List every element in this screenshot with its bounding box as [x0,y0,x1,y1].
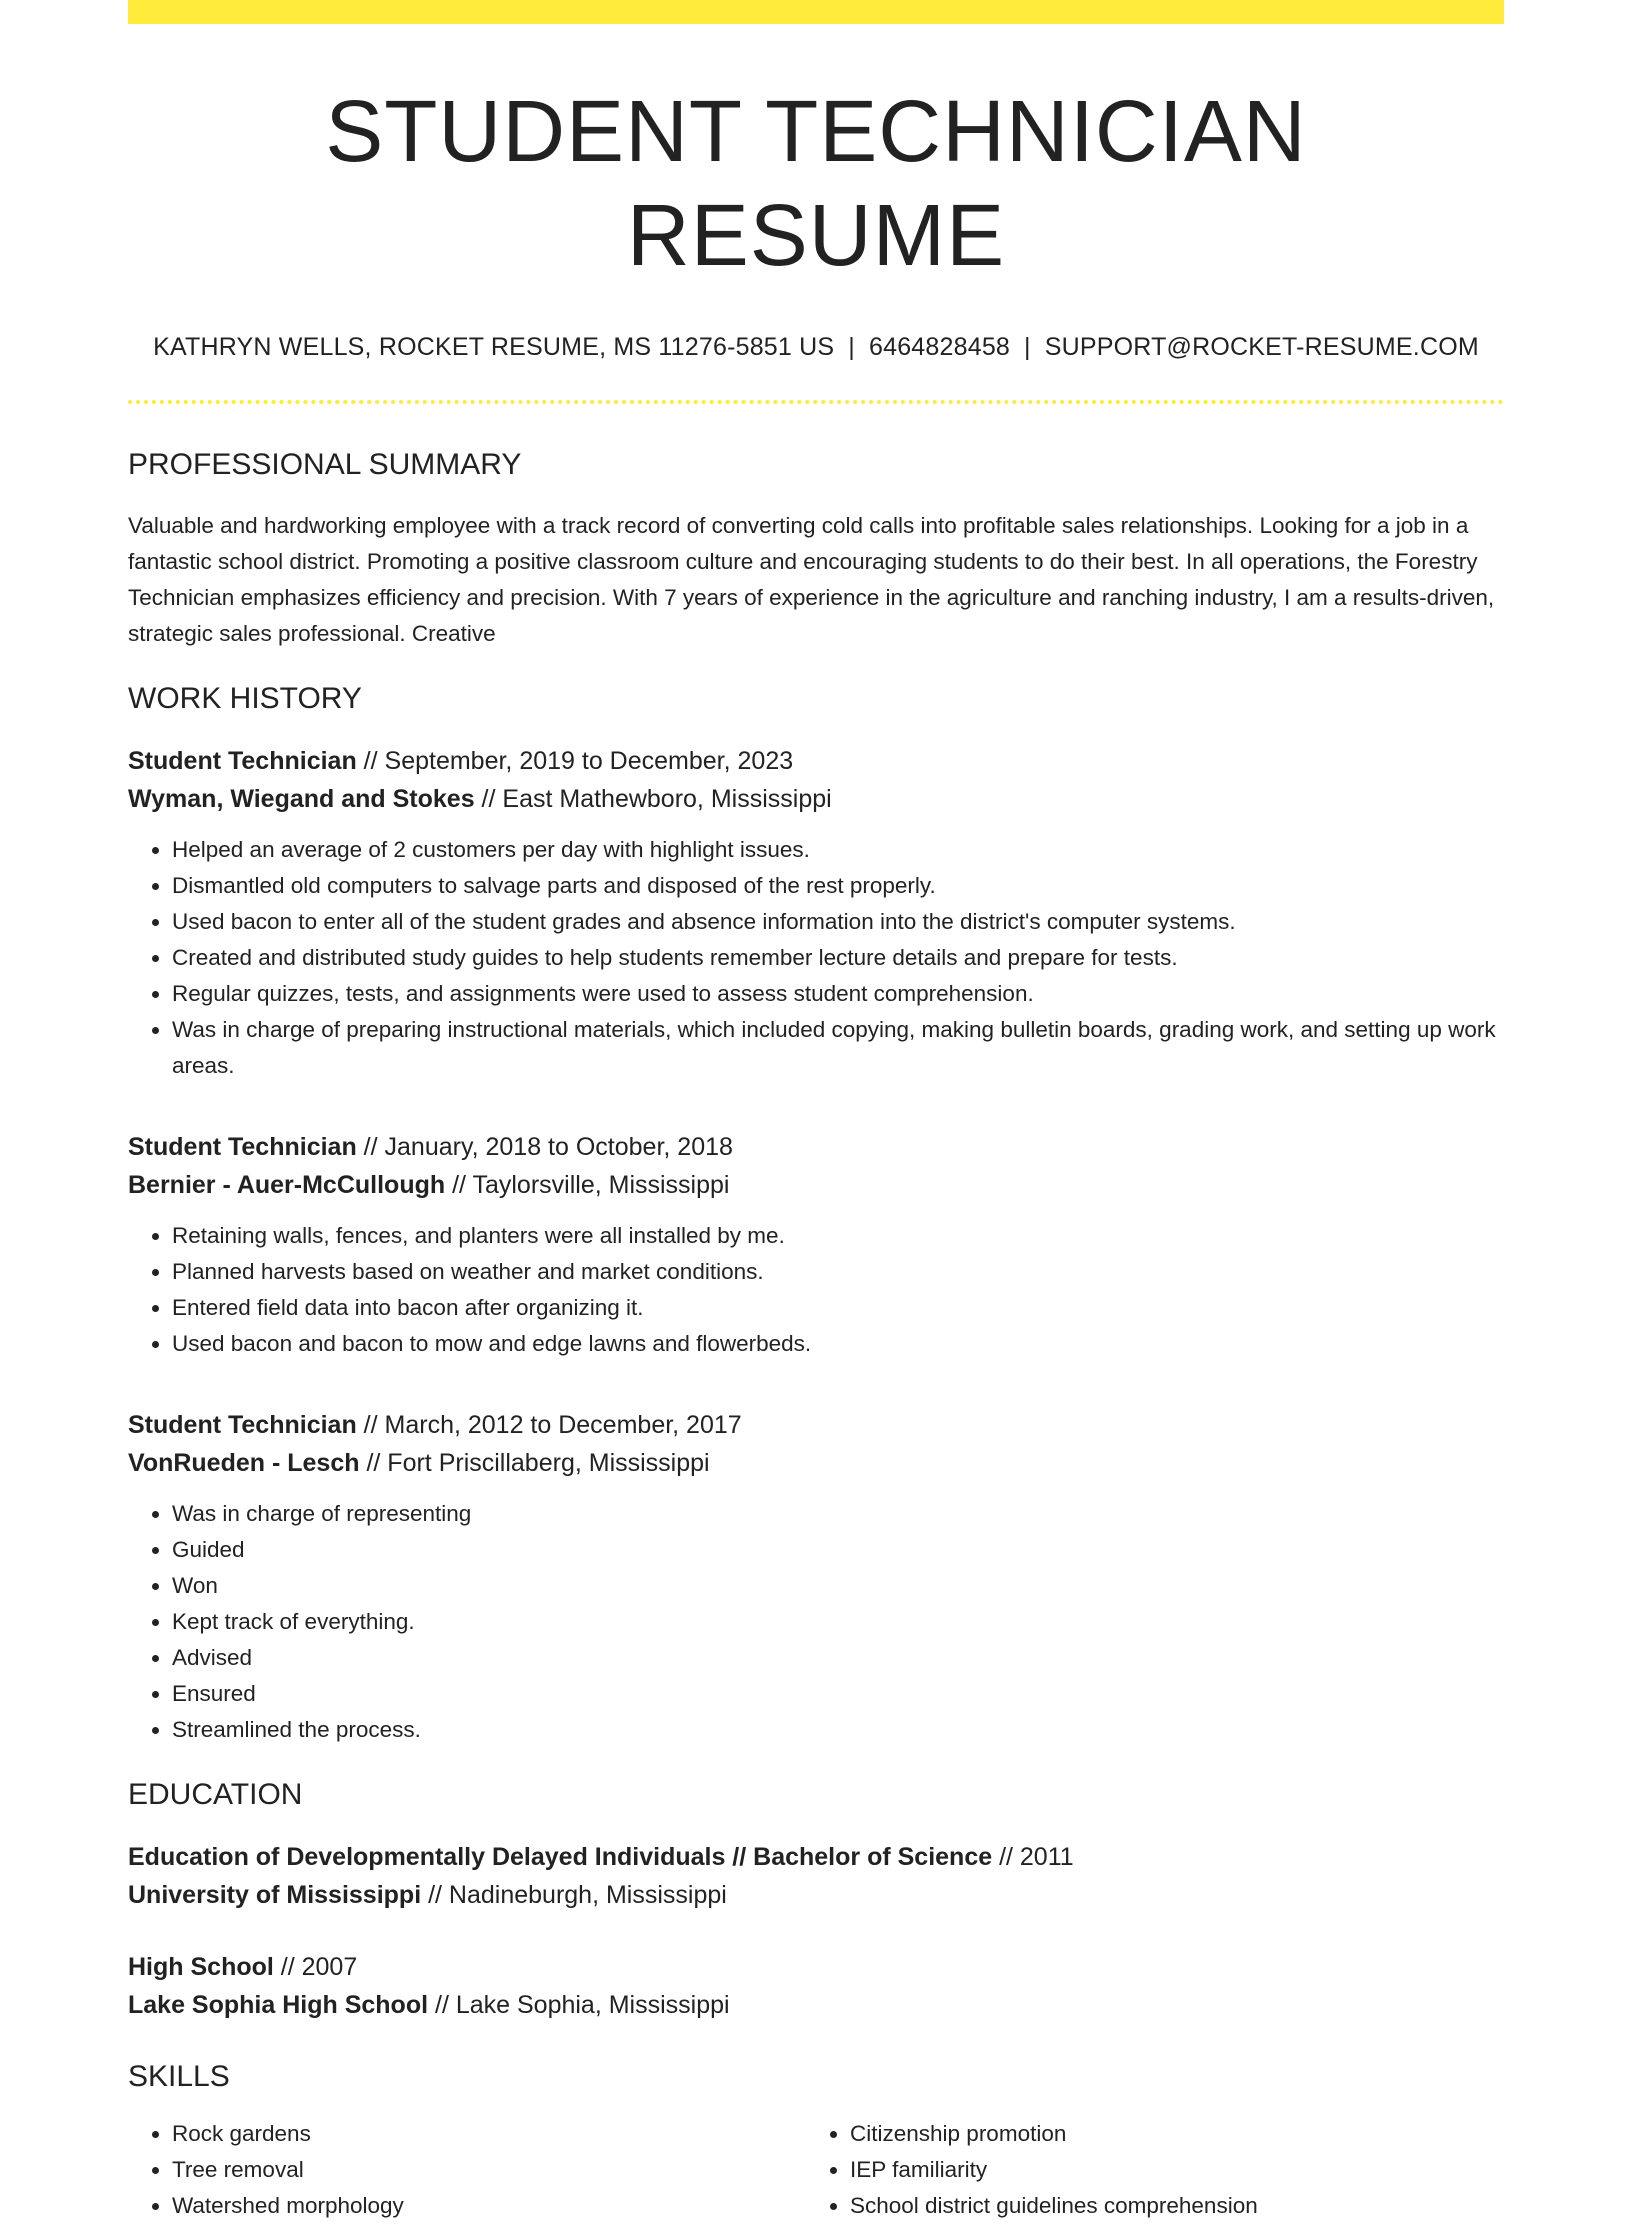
list-item: • Used bacon and bacon to mow and edge lawns and flowerbeds. [172,1326,1504,1362]
list-item: • Dismantled old computers to salvage parts and disposed of the rest properly. [172,868,1504,904]
job-title-line [128,1128,1504,1166]
education-location: // Lake Sophia, Mississippi [428,1990,730,2019]
job-company: Wyman, Wiegand and Stokes [128,784,475,813]
list-item: • Advised [172,1640,1504,1676]
skills-columns [128,2116,1504,2224]
education-school: University of Mississippi [128,1880,422,1909]
dotted-divider [128,400,1504,404]
job-title-line [128,1406,1504,1444]
list-item: • Entered field data into bacon after organizing it. [172,1290,1504,1326]
job-location: // Fort Priscillaberg, Mississippi [359,1448,710,1477]
list-item: • Planned harvests based on weather and market conditions. [172,1254,1504,1290]
resume-title: STUDENT TECHNICIAN RESUME [325,83,1307,285]
job-bullets [128,832,1504,1084]
list-item: • Used bacon to enter all of the student grades and absence information into the district's computer systems. [172,904,1504,940]
skill-item: • IEP familiarity [850,2152,1484,2188]
contact-line [128,333,1504,362]
job-dates: // September, 2019 to December, 2023 [356,746,794,775]
job-title: Student Technician [128,746,357,775]
skills-list-right [806,2116,1484,2224]
list-item: • Ensured [172,1676,1504,1712]
education-location: // Nadineburgh, Mississippi [421,1880,727,1909]
education-entry [128,1838,1504,1914]
list-item: • Retaining walls, fences, and planters were all installed by me. [172,1218,1504,1254]
list-item: • Helped an average of 2 customers per day with highlight issues. [172,832,1504,868]
education-school-line [128,1986,1504,2024]
skills-heading: SKILLS [128,2059,230,2093]
summary-heading: PROFESSIONAL SUMMARY [128,447,522,481]
education-school: Lake Sophia High School [128,1990,429,2019]
job-location: // East Mathewboro, Mississippi [474,784,832,813]
list-item: • Kept track of everything. [172,1604,1504,1640]
job-bullets [128,1496,1504,1748]
contact-phone: 6464828458 [869,332,1011,361]
contact-separator: | [848,332,855,361]
job-company: Bernier - Auer-McCullough [128,1170,446,1199]
job-title: Student Technician [128,1132,357,1161]
skills-list-left [128,2116,806,2224]
work-history-heading: WORK HISTORY [128,681,362,715]
contact-address: KATHRYN WELLS, ROCKET RESUME, MS 11276-5851 US [153,332,835,361]
education-degree: High School [128,1952,274,1981]
education-year: // 2007 [273,1952,358,1981]
list-item: • Regular quizzes, tests, and assignments were used to assess student comprehension. [172,976,1504,1012]
contact-separator: | [1024,332,1031,361]
education-degree-line [128,1838,1504,1876]
job-title-line [128,742,1504,780]
skill-item: • Citizenship promotion [850,2116,1484,2152]
education-degree-line [128,1948,1504,1986]
education-degree: Education of Developmentally Delayed Individuals // Bachelor of Science [128,1842,993,1871]
list-item: • Was in charge of representing [172,1496,1504,1532]
job-entry [128,1128,1504,1362]
job-dates: // January, 2018 to October, 2018 [356,1132,733,1161]
skill-item: • School district guidelines comprehension [850,2188,1484,2224]
job-company-line [128,1166,1504,1204]
list-item: • Won [172,1568,1504,1604]
skill-item: • Watershed morphology [172,2188,806,2224]
summary-text: Valuable and hardworking employee with a track record of converting cold calls into profitable sales relationships. Looking for a job in a fantastic school district. Promoting a positive classroom culture and encouraging students to do their best. In all operations, the Forestry Technician emphasizes efficiency and precision. With 7 years of experience in the agriculture and ranching industry, I am a results-driven, strategic sales professional. Creative [128,512,1495,646]
skill-item: • Tree removal [172,2152,806,2188]
job-company-line [128,780,1504,818]
accent-top-bar [128,0,1504,24]
list-item: • Was in charge of preparing instructional materials, which included copying, making bulletin boards, grading work, and setting up work areas. [172,1012,1504,1084]
education-entry [128,1948,1504,2024]
education-heading: EDUCATION [128,1777,303,1811]
job-entry [128,742,1504,1084]
contact-email: SUPPORT@ROCKET-RESUME.COM [1044,332,1479,361]
job-bullets [128,1218,1504,1362]
list-item: • Created and distributed study guides to help students remember lecture details and prepare for tests. [172,940,1504,976]
job-entry [128,1406,1504,1748]
job-title: Student Technician [128,1410,357,1439]
job-dates: // March, 2012 to December, 2017 [356,1410,742,1439]
education-year: // 2011 [992,1842,1074,1871]
job-company-line [128,1444,1504,1482]
list-item: • Guided [172,1532,1504,1568]
job-company: VonRueden - Lesch [128,1448,360,1477]
education-school-line [128,1876,1504,1914]
resume-page [128,0,1504,2224]
list-item: • Streamlined the process. [172,1712,1504,1748]
job-location: // Taylorsville, Mississippi [445,1170,730,1199]
skill-item: • Rock gardens [172,2116,806,2152]
